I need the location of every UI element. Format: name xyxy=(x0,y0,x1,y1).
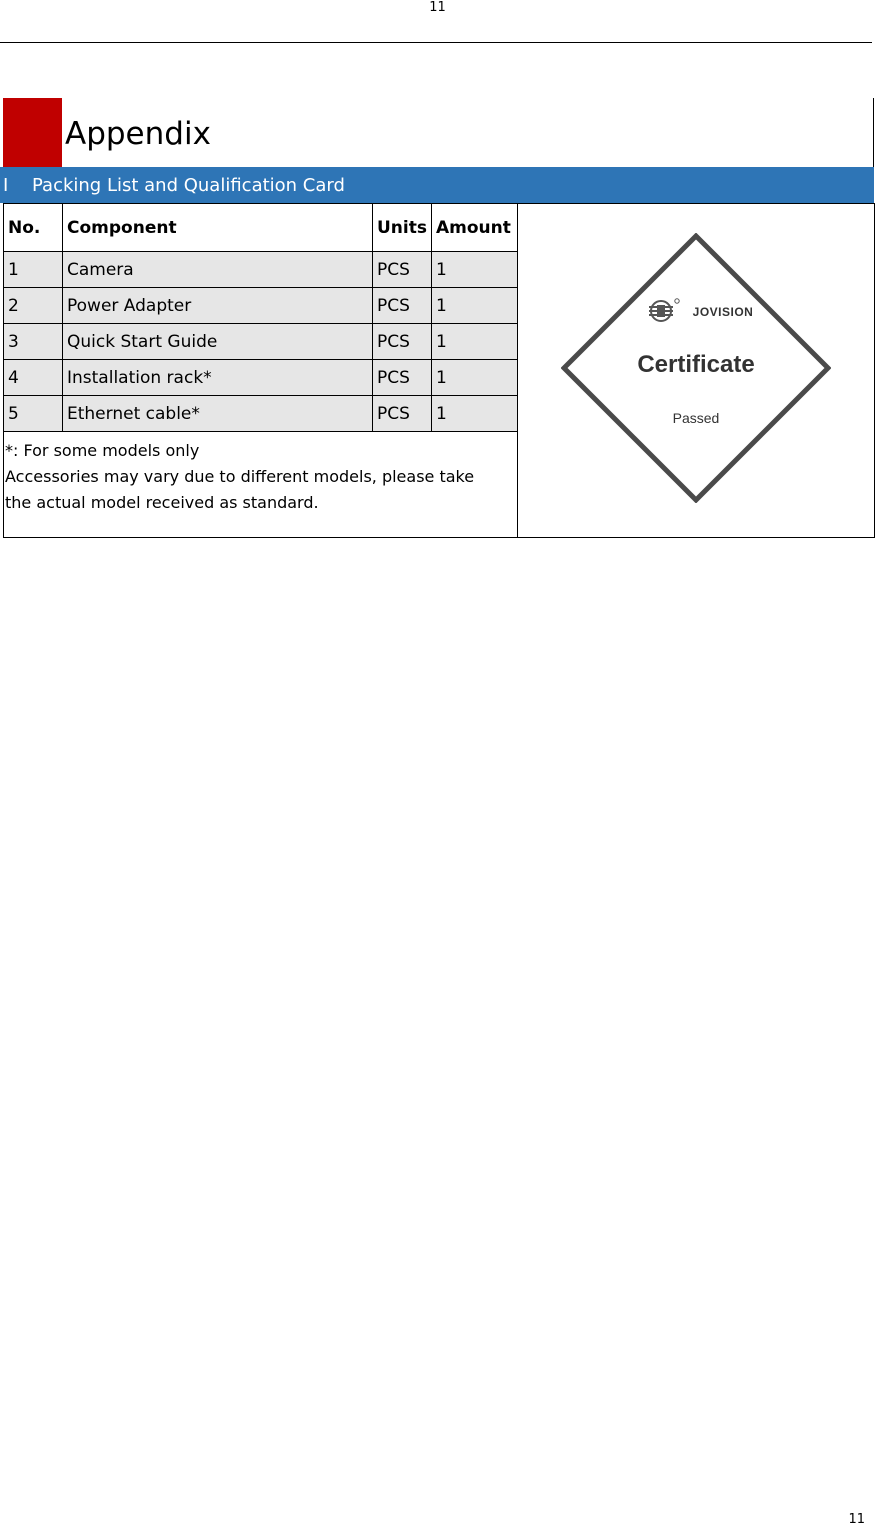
row-component: Camera xyxy=(63,252,373,288)
certificate-badge xyxy=(561,233,831,503)
row-units: PCS xyxy=(373,360,432,396)
row-component: Ethernet cable* xyxy=(63,396,373,432)
column-header-no: No. xyxy=(4,204,63,252)
row-amount: 1 xyxy=(432,324,518,360)
row-units: PCS xyxy=(373,396,432,432)
section-heading-bar xyxy=(0,167,874,203)
certificate-status: Passed xyxy=(672,410,720,426)
column-header-component: Component xyxy=(63,204,373,252)
row-amount: 1 xyxy=(432,360,518,396)
row-no: 2 xyxy=(4,288,63,324)
page-title: Appendix xyxy=(65,116,211,152)
row-amount: 1 xyxy=(432,396,518,432)
column-header-units: Units xyxy=(373,204,432,252)
section-title: Packing List and Qualification Card xyxy=(32,175,345,196)
heading-border xyxy=(873,98,874,167)
section-number: I xyxy=(3,175,9,196)
note-line: *: For some models only xyxy=(5,441,200,460)
row-units: PCS xyxy=(373,252,432,288)
header-divider xyxy=(0,42,872,43)
column-header-amount: Amount xyxy=(432,204,518,252)
table-notes xyxy=(4,432,518,538)
certificate-title: Certificate xyxy=(637,351,755,378)
row-component: Quick Start Guide xyxy=(63,324,373,360)
row-no: 5 xyxy=(4,396,63,432)
header-page-number: 11 xyxy=(429,0,446,15)
row-no: 4 xyxy=(4,360,63,396)
packing-list-table xyxy=(3,203,875,538)
appendix-heading xyxy=(3,98,874,167)
table-header-row xyxy=(4,204,875,252)
jovision-logo-icon xyxy=(649,299,679,321)
row-units: PCS xyxy=(373,324,432,360)
row-component: Power Adapter xyxy=(63,288,373,324)
row-no: 1 xyxy=(4,252,63,288)
row-component: Installation rack* xyxy=(63,360,373,396)
certificate-cell xyxy=(518,204,875,538)
heading-accent-block xyxy=(3,98,62,167)
note-line: Accessories may vary due to different models, please take xyxy=(5,467,475,486)
row-no: 3 xyxy=(4,324,63,360)
row-amount: 1 xyxy=(432,288,518,324)
footer-page-number: 11 xyxy=(848,1512,865,1527)
row-amount: 1 xyxy=(432,252,518,288)
certificate-brand: JOVISION xyxy=(692,305,754,319)
note-line: the actual model received as standard. xyxy=(5,493,319,512)
row-units: PCS xyxy=(373,288,432,324)
